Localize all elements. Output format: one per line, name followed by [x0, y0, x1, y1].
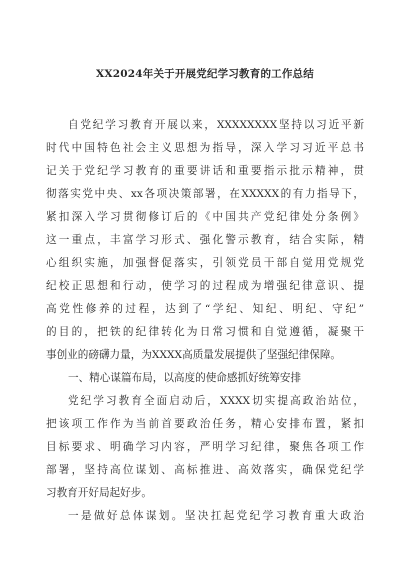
paragraph-line: 习教育开好局起好步。 — [46, 487, 152, 499]
paragraph-line: 彻落实党中央、xx各项决策部署，在XXXXX的有力指导下， — [46, 188, 364, 200]
section-heading: 一、精心谋篇布局，以高度的使命感抓好统筹安排 — [68, 372, 302, 384]
paragraph-line: 这一重点，丰富学习形式、强化警示教育，结合实际，精 — [46, 234, 364, 246]
paragraph-line: 时代中国特色社会主义思想为指导，深入学习习近平总书 — [46, 142, 364, 154]
paragraph-line: 紧扣深入学习贯彻修订后的《中国共产党纪律处分条例》 — [46, 211, 364, 223]
paragraph-line: 事创业的磅礴力量，为XXXX高质量发展提供了坚强纪律保障。 — [46, 349, 342, 361]
paragraph-line: 记关于党纪学习教育的重要讲话和重要指示批示精神，贯 — [46, 165, 364, 177]
paragraph-line: 纪校正思想和行动，使学习的过程成为增强纪律意识、提 — [46, 280, 364, 292]
paragraph-line: 心组织实施，加强督促落实，引领党员干部自觉用党规党 — [46, 257, 364, 269]
paragraph-line: 自党纪学习教育开展以来，XXXXXXXX坚持以习近平新 — [68, 119, 364, 131]
document-title: XX2024年关于开展党纪学习教育的工作总结 — [96, 68, 314, 80]
paragraph-line: 目标要求、明确学习内容，严明学习纪律，聚焦各项工作 — [46, 441, 364, 453]
paragraph-line: 把该项工作作为当前首要政治任务，精心安排布置，紧扣 — [46, 418, 364, 430]
paragraph-line: 的目的，把铁的纪律转化为日常习惯和自觉遵循，凝聚干 — [46, 326, 364, 338]
paragraph-line: 高党性修养的过程，达到了“学纪、知纪、明纪、守纪” — [46, 303, 364, 315]
paragraph-line: 一是做好总体谋划。坚决扛起党纪学习教育重大政治 — [68, 510, 364, 522]
paragraph-line: 党纪学习教育全面启动后，XXXX切实提高政治站位， — [68, 395, 364, 407]
paragraph-line: 部署，坚持高位谋划、高标推进、高效落实，确保党纪学 — [46, 464, 364, 476]
